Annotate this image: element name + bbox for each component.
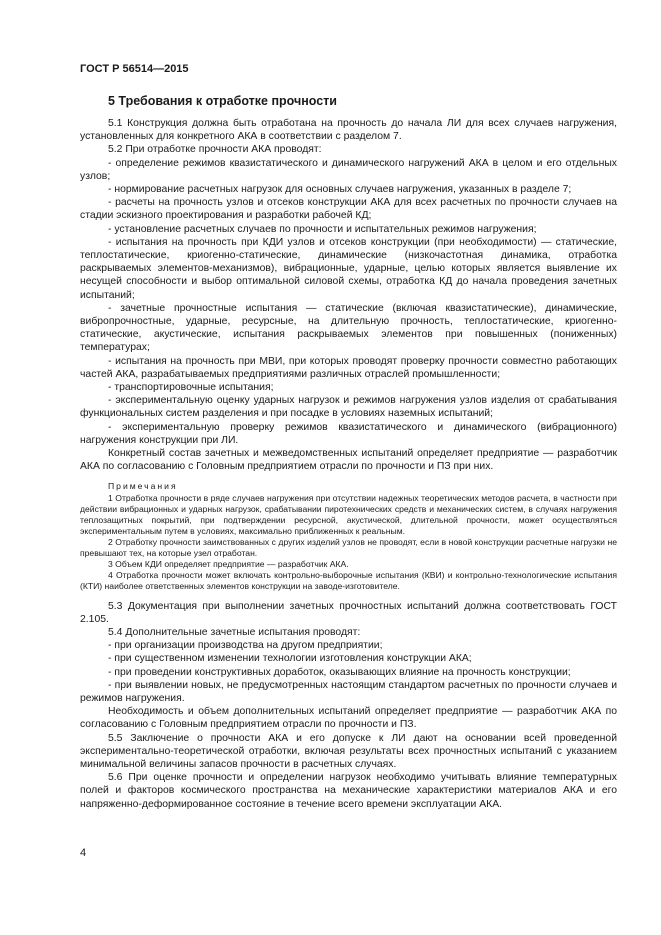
note-item: 4 Отработка прочности может включать контрольно-выборочные испытания (КВИ) и контрольно-технологические испытания (КТИ) наиболее ответственных элементов конструкции на заводе-изготовителе. bbox=[80, 569, 617, 591]
list-item: - нормирование расчетных нагрузок для основных случаев нагружения, указанных в разделе 7; bbox=[108, 184, 572, 196]
paragraph-5-2: 5.2 При отработке прочности АКА проводят: bbox=[108, 144, 322, 156]
list-item: - экспериментальную проверку режимов квазистатического и динамического (вибрационного) нагружения конструкции при ЛИ. bbox=[80, 421, 617, 446]
paragraph-5-3: 5.3 Документация при выполнении зачетных прочностных испытаний должна соответствовать ГОСТ 2.105. bbox=[80, 600, 617, 625]
paragraph-5-5: 5.5 Заключение о прочности АКА и его допуске к ЛИ дают на основании всей проведенной экспериментально-теоретической отработки, включая результаты всех прочностных испытаний с указанием минимальной величины запасов прочности в расчетных случаях. bbox=[80, 732, 617, 771]
notes-title: Примечания bbox=[108, 481, 178, 492]
paragraph-5-6: 5.6 При оценке прочности и определении нагрузок необходимо учитывать влияние температурных полей и факторов космического пространства на механические характеристики материалов АКА и его напряженно-деформированное состояние в течение всего времени эксплуатации АКА. bbox=[80, 772, 617, 810]
note-item: 3 Объем КДИ определяет предприятие — разработчик АКА. bbox=[108, 558, 349, 569]
paragraph-additional-tests: Необходимость и объем дополнительных испытаний определяет предприятие — разработчик АКА по согласованию с Головным предприятием отрасли по прочности и ПЗ. bbox=[80, 706, 617, 731]
list-item: - испытания на прочность при КДИ узлов и отсеков конструкции (при необходимости) — статические, теплостатические, криогенно-статические, динамические (низкочастотная динамика, отработка раскрываемых элементов-механизмов), вибрационные, ударные, целью которых является выявление их несущей способности и выбор оптимальной силовой схемы, отработка КД до начала проведения зачетных испытаний; bbox=[80, 236, 617, 301]
list-item: - при проведении конструктивных доработок, оказывающих влияние на прочность конструкции; bbox=[108, 666, 571, 678]
list-item: - определение режимов квазистатического и динамического нагружений АКА в целом и его отдельных узлов; bbox=[80, 157, 617, 182]
list-item: - экспериментальную оценку ударных нагрузок и режимов нагружения узлов изделия от срабатывания функциональных систем разделения и при посадке в условиях наземных испытаний; bbox=[80, 395, 617, 420]
list-item: - при выявлении новых, не предусмотренных настоящим стандартом расчетных по прочности случаев и режимов нагружения. bbox=[80, 679, 617, 705]
list-item: - транспортировочные испытания; bbox=[108, 382, 274, 394]
document-header: ГОСТ Р 56514—2015 bbox=[80, 63, 189, 75]
note-item: 2 Отработку прочности заимствованных с других изделий узлов не проводят, если в новой конструкции расчетные нагрузки не превышают тех, на которые узел отработан. bbox=[80, 537, 617, 559]
section-title: 5 Требования к отработке прочности bbox=[108, 94, 337, 108]
list-item: - испытания на прочность при МВИ, при которых проводят проверку прочности совместно работающих частей АКА, разрабатываемых предприятиями различных отраслей промышленности; bbox=[80, 355, 617, 380]
note-item: 1 Отработка прочности в ряде случаев нагружения при отсутствии надежных теоретических методов расчета, в частности при действии вибрационных и ударных нагрузок, срабатывании пиротехнических средств и механических систем, в случаях нагружения теплозащитных покрытий, при подтверждении ресурсной, акустической, длительной прочности, может осуществляться экспериментальным путем в условиях, максимально приближенных к реальным. bbox=[80, 493, 617, 537]
paragraph-5-4: 5.4 Дополнительные зачетные испытания проводят: bbox=[108, 627, 361, 639]
list-item: - установление расчетных случаев по прочности и испытательных режимов нагружения; bbox=[108, 223, 537, 235]
list-item: - расчеты на прочность узлов и отсеков конструкции АКА для всех расчетных по прочности случаев на стадии эскизного проектирования и разработки рабочей КД; bbox=[80, 197, 617, 222]
paragraph-5-1: 5.1 Конструкция должна быть отработана на прочность до начала ЛИ для всех случаев нагружения, установленных для конкретного АКА в соответствии с разделом 7. bbox=[80, 118, 617, 143]
list-item: - зачетные прочностные испытания — статические (включая квазистатические), динамические, вибропрочностные, ударные, ресурсные, на длительную прочность, теплостатические, криогенно-статические, акустические, испытания раскрываемых элементов при повышенных (пониженных) температурах; bbox=[80, 302, 617, 354]
list-item: - при существенном изменении технологии изготовления конструкции АКА; bbox=[108, 653, 472, 665]
notes-block bbox=[80, 481, 617, 591]
document-body bbox=[80, 93, 617, 811]
paragraph-test-composition: Конкретный состав зачетных и межведомственных испытаний определяет предприятие — разработчик АКА по согласованию с Головным предприятием отрасли по прочности и ПЗ при них. bbox=[80, 448, 617, 473]
list-item: - при организации производства на другом предприятии; bbox=[108, 640, 383, 652]
page-number: 4 bbox=[80, 847, 87, 859]
